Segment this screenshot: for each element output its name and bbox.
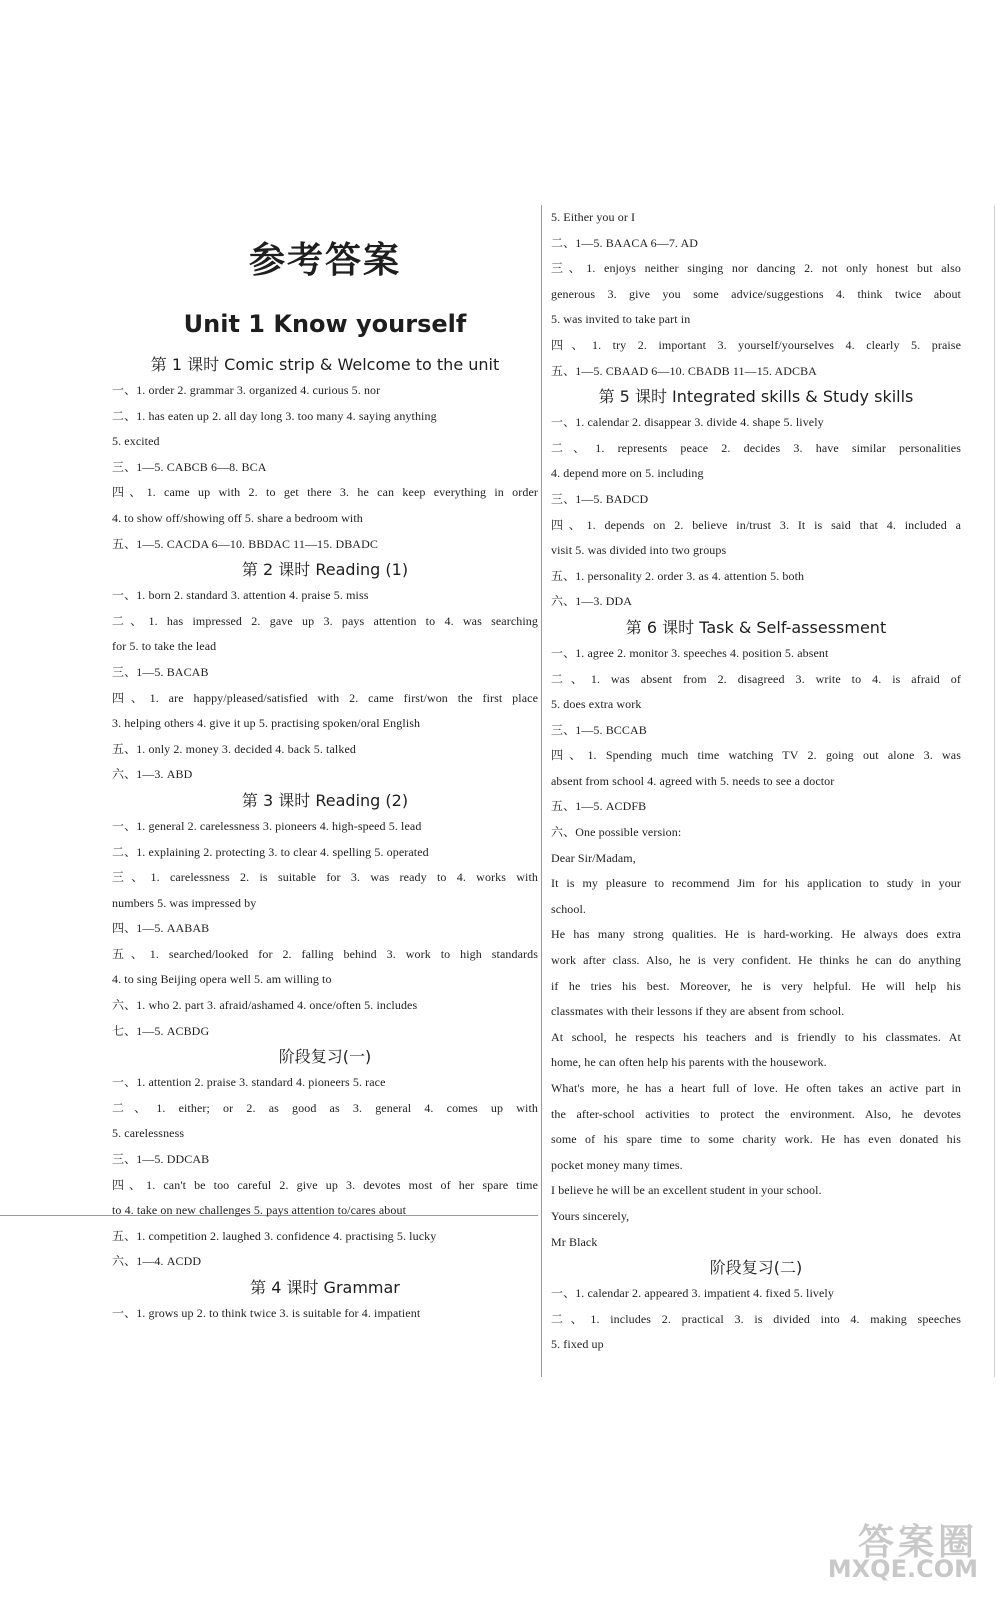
answer-line: 三、1—5. BACAB (112, 664, 209, 679)
page-edge-line (994, 205, 995, 1377)
answer-line: 一、1. agree 2. monitor 3. speeches 4. position 5. absent (551, 645, 829, 660)
answer-line: pocket money many times. (551, 1157, 683, 1172)
left-column (112, 230, 538, 1327)
answer-line: 六、1—3. DDA (551, 594, 632, 609)
answer-line: some of his spare time to some charity work. He has even donated his (551, 1132, 961, 1147)
answer-line: At school, he respects his teachers and is friendly to his classmates. At (551, 1029, 961, 1044)
answer-line: work after class. Also, he is very confident. He thinks he can do anything (551, 953, 961, 968)
answer-line: 5. fixed up (551, 1337, 604, 1352)
answer-line: 五、1. searched/looked for 2. falling behind 3. work to high standards (112, 946, 538, 961)
answer-line: 三、1—5. CABCB 6—8. BCA (112, 459, 267, 474)
answer-line: 四、1. can't be too careful 2. give up 3. devotes most of her spare time (112, 1177, 538, 1192)
answer-line: 二、1. explaining 2. protecting 3. to clear 4. spelling 5. operated (112, 844, 429, 859)
right-column (551, 205, 961, 1358)
answer-line: Mr Black (551, 1234, 598, 1249)
answer-line: 一、1. born 2. standard 3. attention 4. praise 5. miss (112, 588, 369, 603)
answer-line: 五、1—5. CACDA 6—10. BBDAC 11—15. DBADC (112, 536, 378, 551)
column-divider (541, 205, 542, 1377)
answer-line: 一、1. general 2. carelessness 3. pioneers 4. high-speed 5. lead (112, 818, 422, 833)
right-column-content (551, 205, 961, 1358)
answer-line: 五、1. only 2. money 3. decided 4. back 5. talked (112, 741, 356, 756)
answer-line: 二、1. has eaten up 2. all day long 3. too many 4. saying anything (112, 408, 437, 423)
watermark-title: 答案圈 (857, 1522, 978, 1563)
answer-line: visit 5. was divided into two groups (551, 543, 727, 558)
answer-line: 三、1—5. BADCD (551, 491, 649, 506)
answer-line: It is my pleasure to recommend Jim for his application to study in your (551, 876, 961, 891)
answer-line: 四、1. depends on 2. believe in/trust 3. It is said that 4. included a (551, 517, 961, 532)
page-title: 参考答案 (248, 239, 401, 281)
lesson-heading: 第 6 课时 Task & Self-assessment (625, 617, 887, 637)
answer-line: 二、1. was absent from 2. disagreed 3. write to 4. is afraid of (551, 671, 961, 686)
answer-line: 二、1—5. BAACA 6—7. AD (551, 235, 699, 250)
answer-line: 四、1. Spending much time watching TV 2. going out alone 3. was (551, 748, 961, 763)
answer-line: 5. was invited to take part in (551, 312, 691, 327)
watermark-logo (827, 1522, 978, 1583)
answer-line: Dear Sir/Madam, (551, 850, 636, 865)
answer-line: 二、1. either; or 2. as good as 3. general 4. comes up with (112, 1100, 538, 1115)
answer-line: 三、1. enjoys neither singing nor dancing 2. not only honest but also (551, 261, 961, 276)
answer-line: generous 3. give you some advice/suggestions 4. think twice about (551, 286, 961, 301)
answer-line: 二、1. includes 2. practical 3. is divided into 4. making speeches (551, 1311, 961, 1326)
answer-line: 5. does extra work (551, 697, 642, 712)
unit-title: Unit 1 Know yourself (183, 310, 467, 338)
answer-line: 一、1. calendar 2. appeared 3. impatient 4. fixed 5. lively (551, 1286, 834, 1301)
answer-line: 三、1. carelessness 2. is suitable for 3. was ready to 4. works with (112, 870, 538, 885)
answer-line: 五、1—5. ACDFB (551, 799, 647, 814)
answer-line: 一、1. order 2. grammar 3. organized 4. curious 5. nor (112, 383, 381, 397)
lesson-heading: 第 2 课时 Reading (1) (241, 560, 409, 580)
answer-line: 二、1. has impressed 2. gave up 3. pays attention to 4. was searching (112, 613, 538, 628)
answer-line: to 4. take on new challenges 5. pays attention to/cares about (112, 1203, 407, 1218)
answer-line: 一、1. grows up 2. to think twice 3. is suitable for 4. impatient (112, 1306, 421, 1320)
answer-line: if he tries his best. Moreover, he is very helpful. He will help his (551, 978, 961, 993)
answer-line: absent from school 4. agreed with 5. needs to see a doctor (551, 773, 835, 788)
answer-line: 五、1. competition 2. laughed 3. confidence 4. practising 5. lucky (112, 1228, 437, 1243)
lesson-heading: 第 4 课时 Grammar (250, 1278, 400, 1297)
lesson-heading: 阶段复习(二) (709, 1258, 803, 1278)
answer-line: 七、1—5. ACBDG (112, 1023, 210, 1038)
answer-line: 六、One possible version: (551, 825, 682, 840)
answer-line: 一、1. attention 2. praise 3. standard 4. pioneers 5. race (112, 1075, 386, 1090)
answer-line: classmates with their lessons if they are absent from school. (551, 1004, 845, 1019)
answer-line: 5. carelessness (112, 1126, 185, 1141)
answer-line: 五、1—5. CBAAD 6—10. CBADB 11—15. ADCBA (551, 363, 817, 378)
answer-line: numbers 5. was impressed by (112, 895, 257, 910)
answer-line: 4. to sing Beijing opera well 5. am willing to (112, 972, 332, 987)
answer-line: 四、1. came up with 2. to get there 3. he can keep everything in order (112, 485, 538, 500)
answer-line: 三、1—5. BCCAB (551, 722, 647, 737)
answer-line: home, he can often help his parents with the housework. (551, 1055, 827, 1070)
answer-line: 一、1. calendar 2. disappear 3. divide 4. shape 5. lively (551, 415, 824, 430)
answer-line: 四、1. are happy/pleased/satisfied with 2. came first/won the first place (112, 690, 538, 705)
answer-line: 3. helping others 4. give it up 5. practising spoken/oral English (112, 716, 421, 731)
answer-line: 六、1. who 2. part 3. afraid/ashamed 4. once/often 5. includes (112, 998, 418, 1013)
watermark-url: MXQE.COM (827, 1555, 978, 1583)
answer-line: He has many strong qualities. He is hard-working. He always does extra (551, 927, 961, 942)
answer-line: Yours sincerely, (551, 1208, 630, 1223)
answer-line: 四、1. try 2. important 3. yourself/yourselves 4. clearly 5. praise (551, 337, 961, 352)
lesson-heading: 阶段复习(一) (278, 1047, 372, 1067)
answer-line: I believe he will be an excellent student in your school. (551, 1183, 822, 1198)
answer-line: 4. to show off/showing off 5. share a bedroom with (112, 510, 363, 525)
answer-line: 六、1—4. ACDD (112, 1254, 202, 1269)
answer-line: What's more, he has a heart full of love. He often takes an active part in (551, 1081, 961, 1095)
lesson-heading: 第 5 课时 Integrated skills & Study skills (598, 387, 914, 407)
lesson-heading: 第 1 课时 Comic strip & Welcome to the unit (150, 355, 500, 374)
left-column-content (112, 352, 538, 1327)
answer-line: 4. depend more on 5. including (551, 466, 704, 481)
answer-line: the after-school activities to protect the environment. Also, he devotes (551, 1106, 961, 1121)
answer-line: 四、1—5. AABAB (112, 921, 210, 936)
answer-line: 二、1. represents peace 2. decides 3. have similar personalities (551, 440, 961, 455)
lesson-heading: 第 3 课时 Reading (2) (241, 790, 409, 810)
answer-line: 三、1—5. DDCAB (112, 1152, 210, 1167)
answer-line: 5. excited (112, 434, 160, 449)
answer-line: 五、1. personality 2. order 3. as 4. attention 5. both (551, 568, 805, 583)
answer-line: for 5. to take the lead (112, 639, 217, 654)
answer-line: 5. Either you or I (551, 210, 636, 224)
answer-line: school. (551, 901, 587, 916)
answer-line: 六、1—3. ABD (112, 767, 193, 782)
